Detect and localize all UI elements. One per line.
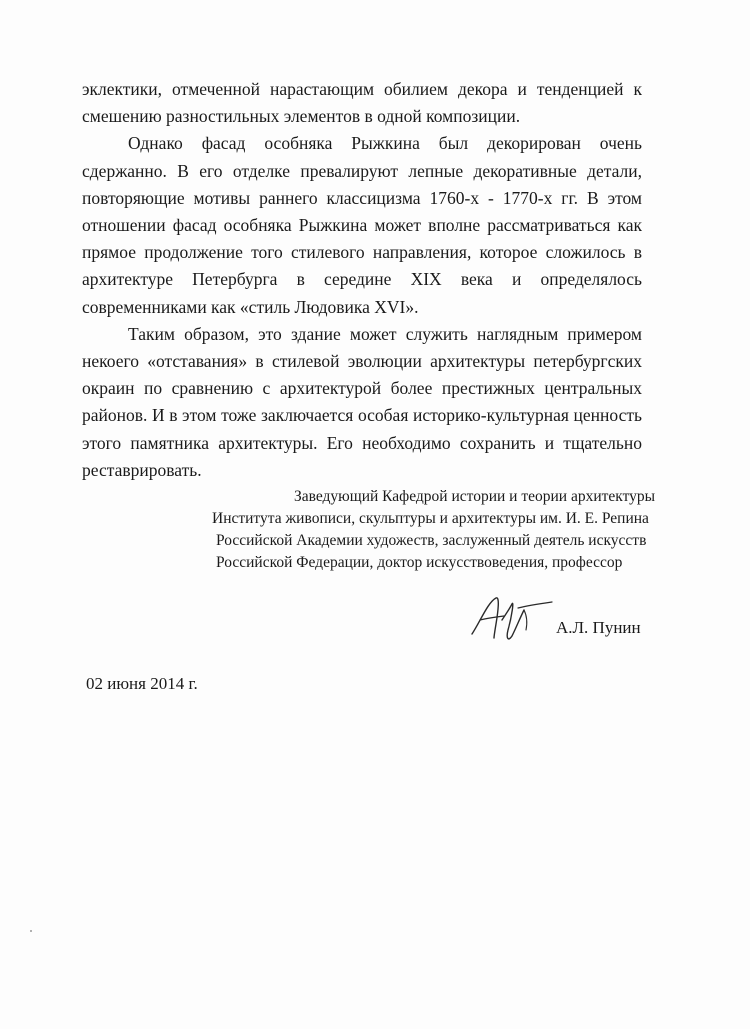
scan-speck [30, 930, 32, 932]
paragraph: Однако фасад особняка Рыжкина был декорирован очень сдержанно. В его отделке превалируют лепные декоративные детали, повторяющие мотивы раннего классицизма 1760-х - 1770-х гг. В этом отношении фасад особняка Рыжкина может вполне рассматриваться как прямое продолжение того стилевого направления, которое сложилось в архитектуре Петербурга в середине XIX века и определялось современниками как «стиль Людовика XVI». [82, 133, 642, 317]
body-text [82, 76, 642, 484]
handwritten-signature [466, 590, 556, 650]
signatory-title-line: Института живописи, скульптуры и архитектуры им. И. Е. Репина [212, 510, 649, 527]
signatory-title-line: Заведующий Кафедрой истории и теории архитектуры [294, 488, 656, 505]
signatory-title-line: Российской Академии художеств, заслуженный деятель искусств [216, 532, 647, 549]
signatory-title-line: Российской Федерации, доктор искусствоведения, профессор [216, 554, 623, 571]
document-date: 02 июня 2014 г. [86, 674, 198, 693]
signature-block [212, 486, 656, 574]
signer-name: А.Л. Пунин [556, 618, 641, 637]
paragraph: эклектики, отмеченной нарастающим обилием декора и тенденцией к смешению разностильных элементов в одной композиции. [82, 79, 642, 127]
paragraph: Таким образом, это здание может служить наглядным примером некоего «отставания» в стилевой эволюции архитектуры петербургских окраин по сравнению с архитектурой более престижных центральных районов. И в этом тоже заключается особая историко-культурная ценность этого памятника архитектуры. Его необходимо сохранить и тщательно реставрировать. [82, 323, 642, 480]
